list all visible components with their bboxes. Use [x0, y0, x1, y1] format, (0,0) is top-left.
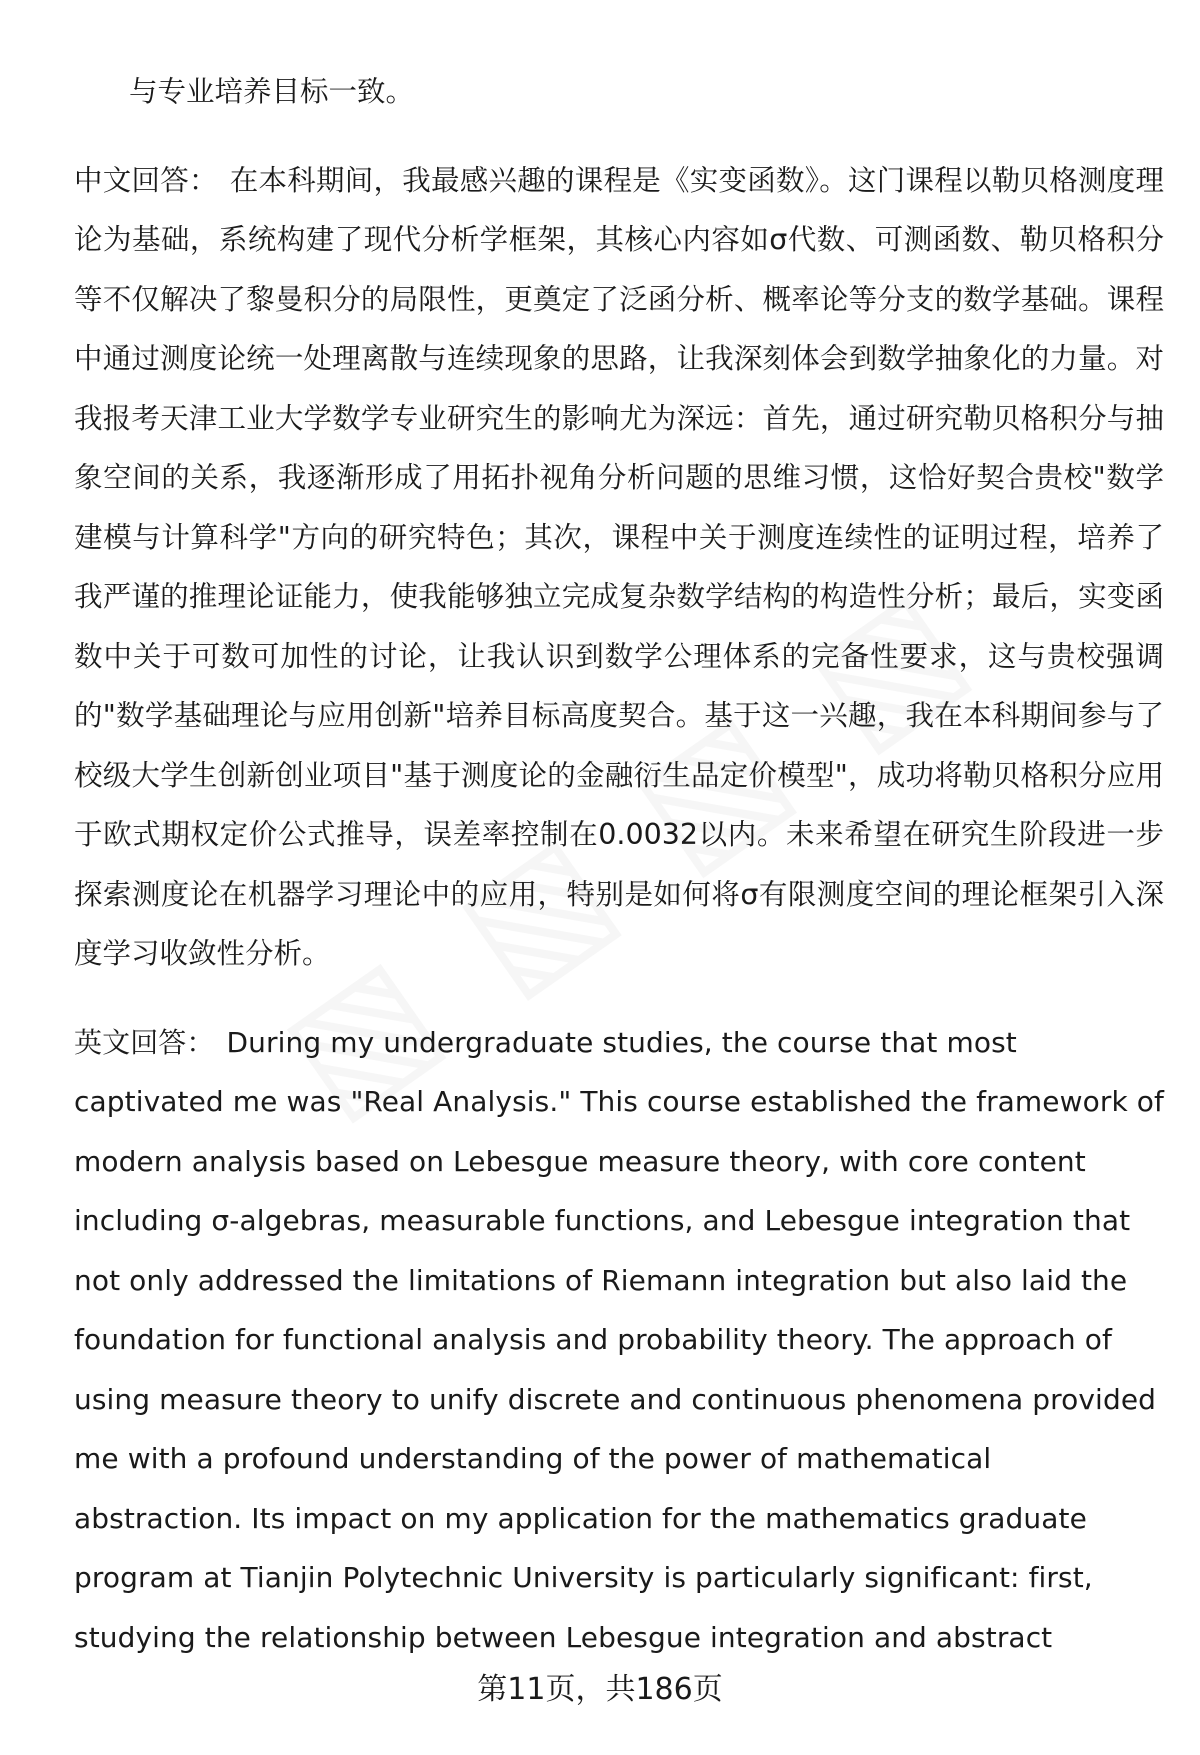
page-number-footer: 第11页，共186页	[477, 1672, 723, 1707]
english-answer-text: During my undergraduate studies, the course that most captivated me was "Real Analysis." This course established the framework of modern analysis based on Lebesgue measure theory, with core content including σ-algebras, measurable functions, and Lebesgue integration that not only addressed the limitations of Riemann integration but also laid the foundation for functional analysis and probability theory. The approach of using measure theory to unify discrete and continuous phenomena provided me with a profound understanding of the power of mathematical abstraction. Its impact on my application for the mathematics graduate program at Tianjin Polytechnic University is particularly significant: first, studying the relationship between Lebesgue integration and abstract	[74, 1025, 1164, 1654]
chinese-answer-label: 中文回答：	[74, 163, 218, 197]
continuation-paragraph	[74, 62, 1164, 122]
english-answer-label: 英文回答：	[74, 1025, 215, 1059]
page-content	[74, 62, 1164, 1696]
chinese-answer-text: 在本科期间，我最感兴趣的课程是《实变函数》。这门课程以勒贝格测度理论为基础，系统构建了现代分析学框架，其核心内容如σ代数、可测函数、勒贝格积分等不仅解决了黎曼积分的局限性，更奠定了泛函分析、概率论等分支的数学基础。课程中通过测度论统一处理离散与连续现象的思路，让我深刻体会到数学抽象化的力量。对我报考天津工业大学数学专业研究生的影响尤为深远：首先，通过研究勒贝格积分与抽象空间的关系，我逐渐形成了用拓扑视角分析问题的思维习惯，这恰好契合贵校"数学建模与计算科学"方向的研究特色；其次，课程中关于测度连续性的证明过程，培养了我严谨的推理论证能力，使我能够独立完成复杂数学结构的构造性分析；最后，实变函数中关于可数可加性的讨论，让我认识到数学公理体系的完备性要求，这与贵校强调的"数学基础理论与应用创新"培养目标高度契合。基于这一兴趣，我在本科期间参与了校级大学生创新创业项目"基于测度论的金融衍生品定价模型"，成功将勒贝格积分应用于欧式期权定价公式推导，误差率控制在0.0032以内。未来希望在研究生阶段进一步探索测度论在机器学习理论中的应用，特别是如何将σ有限测度空间的理论框架引入深度学习收敛性分析。	[74, 163, 1164, 970]
english-answer-paragraph	[74, 1013, 1164, 1668]
chinese-answer-paragraph	[74, 151, 1164, 984]
continuation-text: 与专业培养目标一致。	[129, 75, 415, 108]
